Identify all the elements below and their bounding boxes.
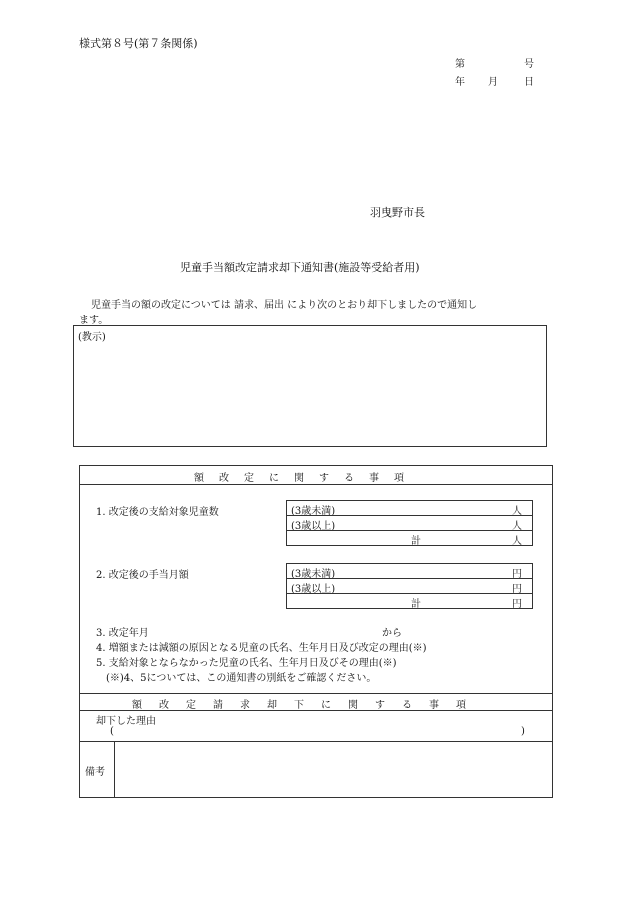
row-unit: 円 [512,599,522,610]
row-unit: 円 [512,584,522,595]
date-day: 日 [524,77,534,88]
item5-label: 5. 支給対象とならなかった児童の氏名、生年月日及びその理由(※) [96,658,397,669]
row-unit: 人 [512,506,522,517]
date-year: 年 [455,77,465,88]
instruction-label: (教示) [78,332,106,343]
row-label: 計 [411,599,421,610]
row-unit: 円 [512,569,522,580]
row-label: (3歳未満) [291,569,336,580]
body-text-line2: ます。 [79,315,109,326]
row-label: 計 [411,536,421,547]
revision-section-header: 額改定に関する事項 [194,473,419,484]
amount-under3-row [286,563,533,579]
item1-label: 1. 改定後の支給対象児童数 [96,507,219,518]
rejection-section-header: 額改定請求却下に関する事項 [132,700,483,711]
item4-label: 4. 増額または減額の原因となる児童の氏名、生年月日及び改定の理由(※) [96,643,427,654]
amount-over3-row [286,578,533,594]
reason-paren-open: ( [110,726,114,737]
divider [79,710,553,711]
reason-paren-close: ) [521,726,525,737]
row-label: (3歳未満) [291,506,336,517]
item3-from: から [382,628,402,639]
reason-label: 却下した理由 [96,716,156,727]
divider [79,741,553,742]
note-text: (※)4、5については、この通知書の別紙をご確認ください。 [106,673,377,684]
row-unit: 人 [512,536,522,547]
divider [79,484,553,485]
doc-number-suffix: 号 [524,59,534,70]
sender-name: 羽曳野市長 [370,206,425,219]
form-number: 様式第８号(第７条関係) [79,37,198,50]
amount-total-row [286,593,533,609]
row-label: (3歳以上) [291,584,336,595]
doc-number-label: 第 [455,59,465,70]
body-text-line1: 児童手当の額の改定については 請求、届出 により次のとおり却下しましたので通知し [91,300,478,311]
instruction-box [73,325,547,447]
item3-label: 3. 改定年月 [96,628,149,639]
count-over3-row [286,515,533,531]
item2-label: 2. 改定後の手当月額 [96,570,189,581]
row-label: (3歳以上) [291,521,336,532]
divider [79,693,553,694]
remarks-label: 備考 [85,767,105,778]
count-total-row [286,530,533,546]
remarks-divider [114,741,115,798]
row-unit: 人 [512,521,522,532]
count-under3-row [286,500,533,516]
document-title: 児童手当額改定請求却下通知書(施設等受給者用) [180,261,420,274]
date-month: 月 [488,77,498,88]
